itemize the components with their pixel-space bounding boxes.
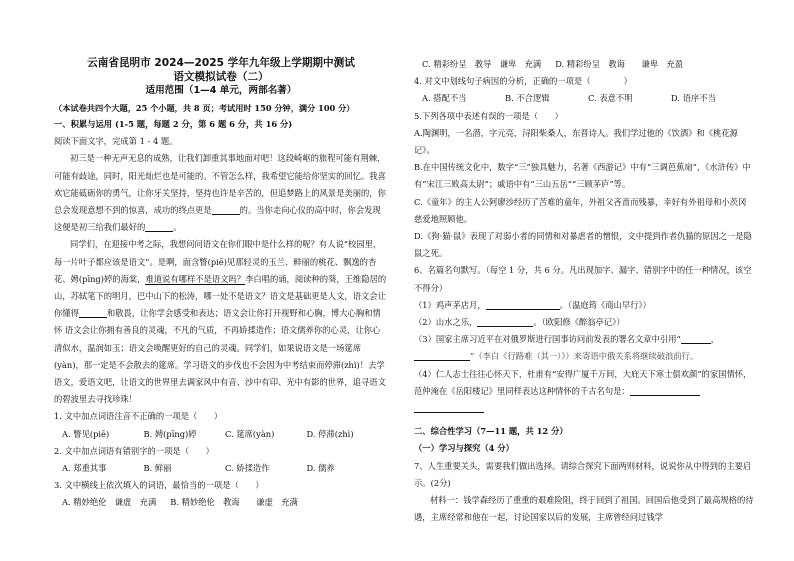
q2-option-c[interactable]: C. 娇揉造作 (225, 463, 270, 474)
question-2: 2. 文中加点词语有错别字的一项是（ ） (54, 445, 214, 456)
passage-para2: 同学们，在迎接中考之际，我想问问语文在你们眼中是什么样的呢？有人说“校园里，每一片叶子都应该是语文”。是啊，面含瞥(piē)见那轻灵的玉兰、鲜丽的桃花、飘逸的杏花、娉(pīng)婷的海棠，难道说有哪样不是语文吗？李白唱的诵，阅读种的葵，王维隐居的山，苏轼笔下的明月，巴中山下的松涛，哪一处不是语文？语文是基础更是人文，语文会让你懂得 和敬畏，让你学会感受和表达；语文会让你打开视野和心胸，博大心胸和情怀 语文会让你拥有善良的灵魂，不凡的气质，不再娇揉造作；语文儒养你的心灵，让你心清似水，温润如玉；语文会唤醒更好的自己的灵魂。同学们，如果说语文是一场筵席(yàn)，那一定是不会散去的筵席。学习语文的步伐也不会因为中考结束而停滞(zhì)！去学语文，爱语文吧，让语文的世界里去调家风中有音、沙中有印、光中有影的世界，追寻语文的碧波里去寻找珍珠！ (54, 239, 387, 405)
q6-item-4: （4）仁人志士往往心怀天下，杜甫有“安得广厦千万间，大庇天下寒士俱欢颜”的家国情怀，范仲淹在《岳阳楼记》里同样表达这种情怀的千古名句是： (414, 366, 754, 418)
q1-option-d[interactable]: D. 停滞(zhì) (306, 428, 354, 439)
exam-info: （本试卷共四个大题，25 个小题，共 8 页；考试用时 150 分钟，满分 100 分） (54, 103, 355, 113)
q1-option-b[interactable]: B. 娉(pīng)婷 (143, 428, 197, 439)
q6-blank-1[interactable] (486, 298, 560, 310)
material-1: 材料一：钱学森经历了重重的艰难险阻，终于回到了祖国。回国后他受到了最高规格的待遇，主席经常和他在一起，讨论国家以后的发展，主席曾经问过钱学 (414, 495, 754, 523)
q4-option-d[interactable]: D. 语序不当 (671, 93, 716, 104)
q6-blank-6[interactable] (414, 401, 484, 413)
q4-option-b[interactable]: B. 不合逻辑 (505, 93, 550, 104)
q2-options (54, 460, 388, 477)
q3-option-d[interactable]: D. 精彩纷呈 教诲 谦卑 充盈 (555, 59, 683, 69)
q2-option-b[interactable]: B. 鲜丽 (143, 463, 172, 474)
q5-option-c[interactable]: C.《童年》的主人公阿廖沙经历了苦难的童年，外祖父吝啬而残暴，幸好有外祖母和小茨冈慈爱地照顾他。 (414, 196, 747, 224)
q5-option-a[interactable]: A.陶渊明，一名潜，字元亮，浔阳柴桑人，东晋诗人。我们学过他的《饮酒》和《桃花源记》。 (414, 127, 738, 156)
question-5: 5.下列各项中表述有误的一项是（ ） (414, 110, 563, 121)
blank-3[interactable] (79, 306, 107, 318)
exam-scope: 适用范围（1—4 单元，两部名著） (145, 85, 297, 96)
q4-option-c[interactable]: C. 表意不明 (588, 93, 633, 104)
question-1: 1. 文中加点词语注音不正确的一项是（ ） (54, 411, 223, 422)
q5-option-d[interactable]: D.《狗·猫·鼠》表现了对弱小者的同情和对暴虐者的憎恨，文中提到作者仇猫的原因之一是隐鼠之死。 (414, 231, 752, 259)
section1-heading: 一、积累与运用 (1-5 题，每题 2 分，第 6 题 6 分，共 16 分) (54, 119, 293, 129)
question-7: 7、人生重要关头，需要我们做出选择。请综合探究下面两则材料，说说你从中得到的主要启示。(2分) (414, 460, 752, 488)
blank-1[interactable] (212, 203, 240, 215)
q6-item-3: （3）国家主席习近平在对俄罗斯进行国事访问前发表的署名文章中引用“ ，”（李白《行路难（其一）》）来寄语中俄关系将继续破浪前行。 (414, 334, 720, 362)
q6-blank-5[interactable] (630, 384, 700, 396)
question-6: 6、名篇名句默写。（每空 1 分，共 6 分。凡出现加字、漏字、错别字中的任一种情况，该空不得分） (414, 265, 752, 293)
q6-blank-3[interactable] (681, 332, 711, 344)
blank-2[interactable] (145, 220, 173, 232)
q1-options (54, 426, 388, 443)
q2-option-a[interactable]: A. 郑重其事 (62, 463, 107, 474)
section2-heading: 二、综合性学习（7—11 题，共 12 分） (414, 426, 568, 437)
passage-para1: 初三是一种无声无息的成熟，让我们卸重其事地面对吧！这段崎岖的旅程可能有荆棘，可能有歧途，同时，阳光灿烂也是可能的。不管怎么样，我希望它能给你坚实的回忆。我喜欢它能砥砺你的勇气，让你牙关坚持，坚持也许是辛苦的，但追梦路上的风景是美丽的，你总会发现意想不到的惊喜，成功的终点更是 的。当你走向心仪的高中时，你会发现这便是初三给我们最好的 。 (54, 153, 386, 233)
q3-options-cd (414, 56, 754, 73)
question-4: 4. 对文中划线句子病因的分析，正确的一项是（ ） (414, 76, 632, 87)
q4-option-a[interactable]: A. 搭配不当 (422, 93, 467, 104)
q3-option-c[interactable]: C. 精彩纷呈 教导 谦卑 充满 (422, 59, 542, 69)
q3-options-ab (54, 494, 388, 511)
exam-subtitle: 语文模拟试卷（二） (173, 71, 269, 83)
underlined-sentence: 难道说有哪样不是语文吗？ (145, 273, 246, 284)
q3-option-b[interactable]: B. 精妙绝伦 教诲 谦虚 充满 (170, 497, 298, 508)
q1-option-a[interactable]: A. 瞥见(piē) (62, 428, 110, 439)
q6-blank-4[interactable] (414, 349, 470, 361)
q3-option-a[interactable]: A. 精妙绝伦 谦虚 充满 (62, 497, 157, 508)
subsection-1-heading: （一）学习与探究（4 分） (414, 443, 514, 454)
left-column (54, 56, 388, 512)
q5-option-b[interactable]: B.在中国传统文化中，数字“三”独具魅力，名著《西游记》中有“三调芭蕉扇”，《水浒传》中有“宋江三败高太尉”；戚语中有“三山五岳”“三顾茅庐”等。 (414, 162, 751, 190)
q6-item-1: （1）鸡声茅店月， 。（温庭筠《商山早行》） (414, 299, 651, 310)
q4-options (414, 90, 754, 107)
q6-item-2: （2）山水之乐， 。（欧阳修《醉翁亭记》） (414, 317, 625, 328)
question-3: 3. 文中横线上依次填入的词语，最恰当的一项是（ ） (54, 480, 264, 491)
right-column (414, 56, 754, 526)
q2-option-d[interactable]: D. 儒养 (306, 463, 335, 474)
q6-blank-2[interactable] (477, 315, 533, 327)
reading-intro: 阅读下面文字，完成第 1 - 4 题。 (54, 136, 178, 147)
q1-option-c[interactable]: C. 筵席(yàn) (225, 428, 275, 439)
exam-title: 云南省昆明市 2024—2025 学年九年级上学期期中测试 (87, 57, 355, 69)
